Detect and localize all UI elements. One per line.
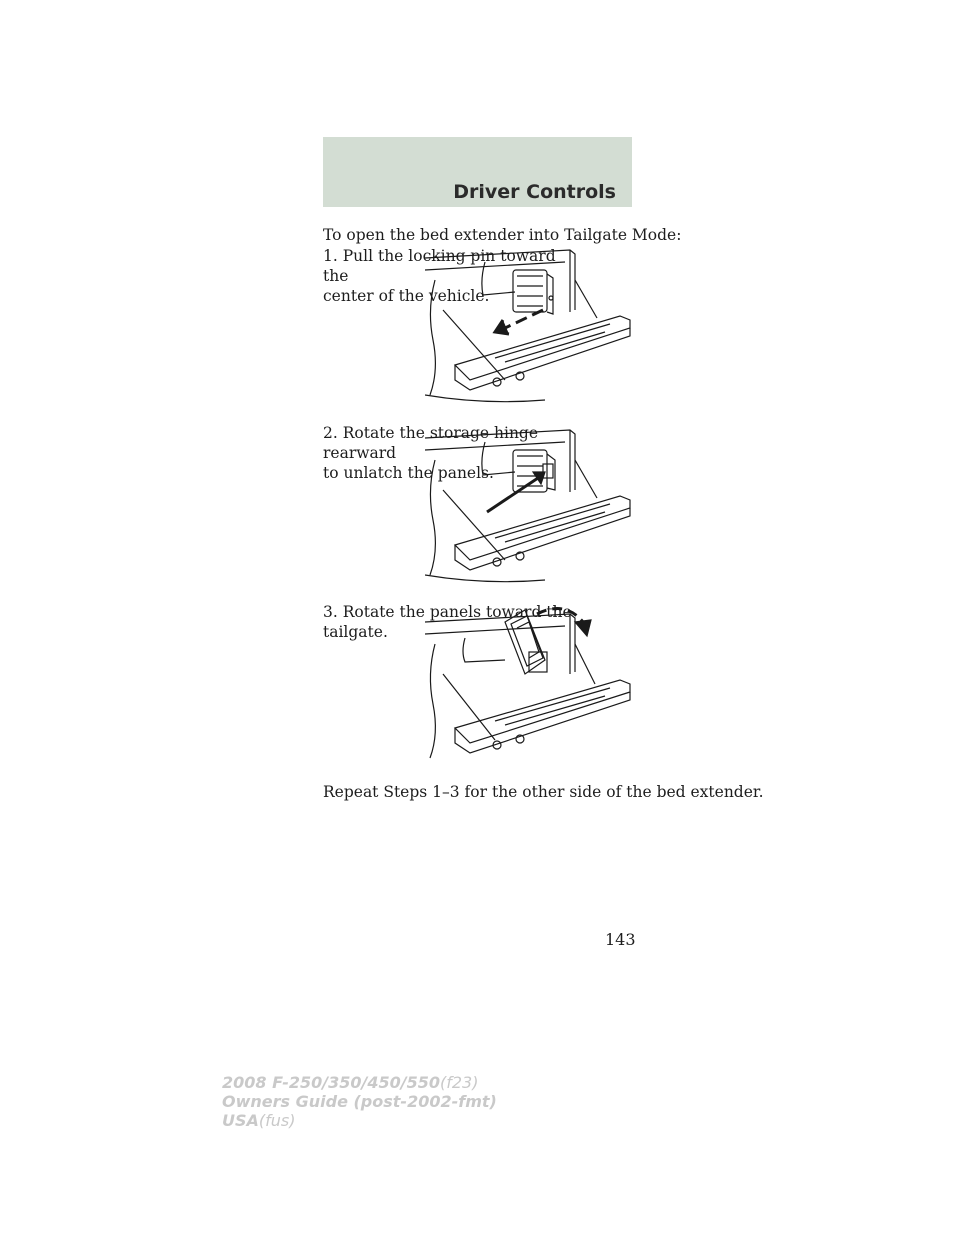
step-2-illustration [425,420,635,585]
step-3-line-1: 3. Rotate the panels toward the [323,603,572,621]
footer-model: 2008 F-250/350/450/550 [222,1073,440,1092]
step-2-line-1: 2. Rotate the storage hinge rearward [323,424,539,462]
section-title: Driver Controls [453,181,616,203]
repeat-instruction: Repeat Steps 1–3 for the other side of the bed extender. [323,783,764,801]
panels-rotate-illustration [425,600,635,765]
step-1-line-2: center of the vehicle. [323,287,490,305]
step-2-line-2: to unlatch the panels. [323,464,494,482]
step-3-line-2: tailgate. [323,623,388,641]
step-1-line-1: 1. Pull the locking pin toward the [323,247,556,285]
footer-line-1 [222,1073,497,1092]
footer-market: USA [222,1111,259,1130]
document-footer [222,1073,497,1130]
footer-line-2 [222,1092,497,1111]
footer-model-code: (f23) [440,1073,479,1092]
footer-guide: Owners Guide (post-2002-fmt) [222,1092,497,1111]
footer-market-code: (fus) [258,1111,296,1130]
page-number: 143 [605,930,636,949]
step-3-illustration [425,600,635,765]
section-header-band [323,137,632,207]
tailgate-locking-pin-illustration [425,240,635,405]
step-1-illustration [425,240,635,405]
storage-hinge-illustration [425,420,635,585]
intro-text: To open the bed extender into Tailgate Mode: [323,226,682,244]
footer-line-3 [222,1111,497,1130]
